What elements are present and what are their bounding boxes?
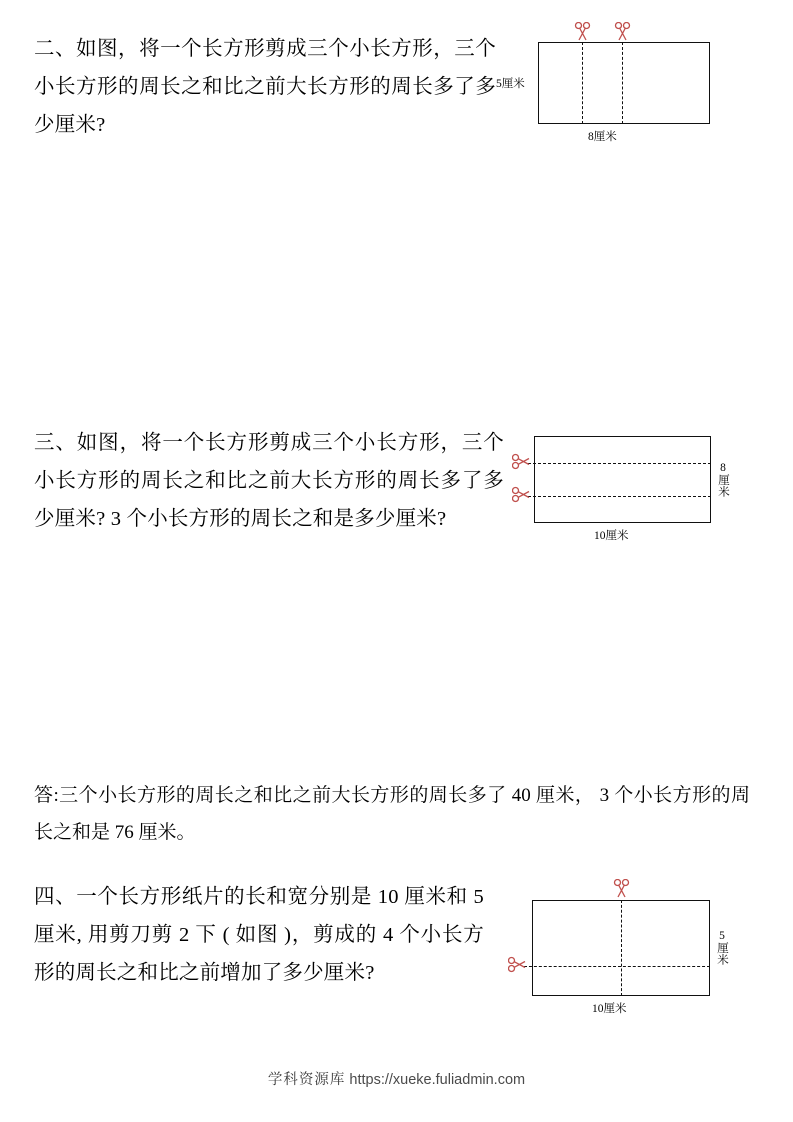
width-label: 10厘米 — [594, 530, 629, 542]
scissors-icon — [512, 486, 530, 506]
problem-3-figure — [516, 436, 729, 542]
problem-3-text: 三、如图，将一个长方形剪成三个小长方形，三个小长方形的周长之和比之前大长方形的周长多了多少厘米? 3 个小长方形的周长之和是多少厘米? — [34, 432, 504, 530]
footer — [0, 1068, 793, 1089]
scissors-icon — [614, 22, 632, 42]
problem-2-text: 二、如图，将一个长方形剪成三个小长方形，三个小长方形的周长之和比之前大长方形的周长多了多少厘米? — [34, 38, 496, 136]
scissors-icon — [512, 453, 530, 473]
problem-3 — [34, 424, 764, 542]
figure-rectangle — [538, 42, 710, 124]
height-label: 5厘米 — [716, 930, 728, 965]
cut-line-vertical — [621, 900, 622, 996]
cut-line-1 — [582, 42, 583, 124]
problem-2 — [34, 30, 764, 144]
cut-line-2 — [622, 42, 623, 124]
cut-line-horizontal — [524, 966, 710, 967]
width-label: 8厘米 — [588, 131, 617, 143]
width-label: 10厘米 — [592, 1003, 627, 1015]
answer-text: 答:三个小长方形的周长之和比之前大长方形的周长多了 40 厘米， 3 个小长方形的周长之和是 76 厘米。 — [34, 785, 750, 843]
cut-line-2 — [528, 496, 711, 497]
height-label: 5厘米 — [496, 78, 525, 90]
footer-url: https://xueke.fuliadmin.com — [349, 1072, 526, 1088]
scissors-icon — [574, 22, 592, 42]
cut-line-1 — [528, 463, 711, 464]
problem-2-figure — [496, 42, 710, 143]
problem-4 — [34, 878, 764, 1015]
problem-4-text: 四、一个长方形纸片的长和宽分别是 10 厘米和 5 厘米, 用剪刀剪 2 下 ( 如图 )，剪成的 4 个小长方形的周长之和比之前增加了多少厘米? — [34, 886, 484, 984]
footer-brand: 学科资源库 — [267, 1072, 346, 1088]
height-label: 8厘米 — [717, 462, 729, 497]
figure-rectangle — [534, 436, 711, 523]
scissors-icon — [508, 956, 526, 976]
scissors-icon — [613, 879, 631, 899]
problem-4-figure — [514, 900, 728, 1015]
